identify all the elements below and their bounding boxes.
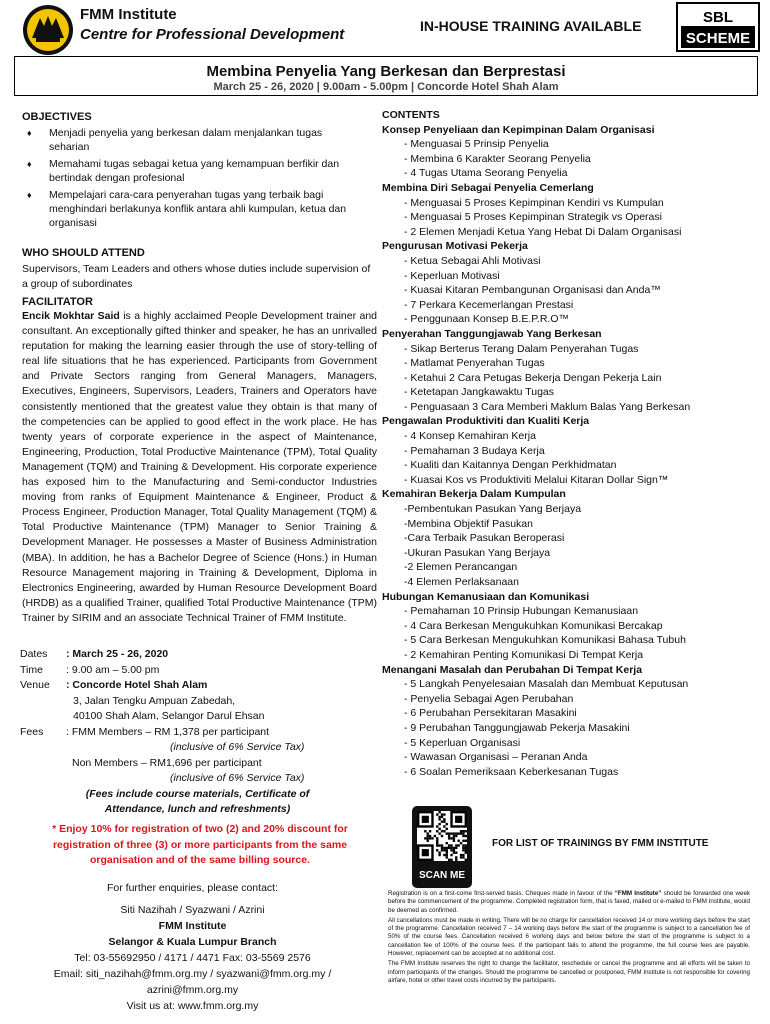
- contents-item: - Pemahaman 3 Budaya Kerja: [404, 444, 545, 457]
- contents-item: - 5 Langkah Penyelesaian Masalah dan Membuat Keputusan: [404, 678, 689, 691]
- dept-name: Centre for Professional Development: [80, 26, 345, 43]
- contents-item: - Matlamat Penyerahan Tugas: [404, 357, 545, 370]
- contents-item: - Ketua Sebagai Ahli Motivasi: [404, 254, 541, 267]
- contents-item: - Sikap Berterus Terang Dalam Penyerahan Tugas: [404, 342, 639, 355]
- objective-item: ♦ Mempelajari cara-cara penyerahan tugas yang terbaik bagi menghindari berlakunya konflik antara ahli kumpulan, ketua dan organisasi: [24, 188, 364, 230]
- contents-item: - 2 Elemen Menjadi Ketua Yang Hebat Di Dalam Organisasi: [404, 225, 682, 238]
- contents-section-title: Pengawalan Produktiviti dan Kualiti Kerja: [382, 415, 590, 428]
- contents-section-title: Penyerahan Tanggungjawab Yang Berkesan: [382, 327, 602, 340]
- contents-section: [382, 108, 762, 779]
- fees-label: Fees: [20, 725, 44, 738]
- fees-members-tax: (inclusive of 6% Service Tax): [170, 741, 305, 753]
- contents-item: - Pemahaman 10 Prinsip Hubungan Kemanusiaan: [404, 605, 639, 618]
- contents-item: - 7 Perkara Kecemerlangan Prestasi: [404, 298, 574, 311]
- sbl-scheme-badge: [676, 2, 760, 52]
- contact-names: Siti Nazihah / Syazwani / Azrini: [120, 904, 265, 916]
- inhouse-banner: IN-HOUSE TRAINING AVAILABLE: [420, 18, 642, 34]
- contents-item: - 4 Tugas Utama Seorang Penyelia: [404, 167, 568, 180]
- contents-section-title: Hubungan Kemanusiaan dan Komunikasi: [382, 590, 590, 603]
- facilitator-bio-text: is a highly acclaimed People Development trainer and consultant. An exceptionally gifted thinker and speaker, he has an unrivalled reputation for making the learning easier through the use of story-telling of real life situations that he has experienced. Participants from Government and Private Sectors ranging from General Managers, Managers, Executives, Engineers, Supervisors, Leaders, Trainers and Operators have consistently mentioned that the greatest value they obtain is that many of the competencies can be applied to good effect in the work place. He has twenty years of corporate experience in the aspect of Maintenance, Engineering, Production, Total Productive Maintenance (TPM), Total Quality Management (TQM) and Training & Development. His corporate experience has exposed him to the Manufacturing and Semi-conductor Industries moving from ranks of Equipment Maintenance & Engineer, Product & Process Engineer, Production Manager, Total Quality Management (TQM) & Total Productive Maintenance (TPM) Manager to Senior Training & Development Manager. He possesses a Master of Business Administration (MBA). In addition, he has a Bachelor Degree of Science (Hons.) in Human Resource Management majoring in Training & Development, Diploma in Electronics Engineering, awarded by Human Resource Development Board (HRDB) as a qualified Trainer, qualified Total Productive Maintenance (TPM) Trainer by SIRIM and an associate Technical Trainer of FMM Institute.: [22, 310, 377, 624]
- who-should-attend-text: Supervisors, Team Leaders and others whose duties include supervision of a group of subordinates: [22, 263, 371, 290]
- contents-item: - 6 Soalan Pemeriksaan Keberkesanan Tugas: [404, 765, 619, 778]
- who-should-attend-heading: WHO SHOULD ATTEND: [22, 247, 145, 259]
- org-name: FMM Institute: [80, 6, 177, 23]
- contact-email[interactable]: Email: siti_nazihah@fmm.org.my / syazwani@fmm.org.my /: [53, 968, 332, 980]
- qr-caption: FOR LIST OF TRAININGS BY FMM INSTITUTE: [492, 838, 709, 849]
- contents-item: - Kuasai Kitaran Pembangunan Organisasi dan Anda™: [404, 284, 661, 297]
- contents-item: -Pembentukan Pasukan Yang Berjaya: [404, 503, 582, 516]
- contents-item: - 4 Konsep Kemahiran Kerja: [404, 430, 536, 443]
- contact-intro: For further enquiries, please contact:: [106, 882, 278, 894]
- contents-section-title: Membina Diri Sebagai Penyelia Cemerlang: [382, 181, 594, 194]
- course-title-box: [14, 56, 758, 96]
- contents-item: - Menguasai 5 Prinsip Penyelia: [404, 138, 549, 151]
- venue-address-line: 40100 Shah Alam, Selangor Darul Ehsan: [73, 710, 265, 722]
- contact-branch: Selangor & Kuala Lumpur Branch: [108, 936, 277, 948]
- contents-item: -Membina Objektif Pasukan: [404, 517, 533, 530]
- terms-fineprint: [388, 890, 750, 987]
- contact-org: FMM Institute: [158, 920, 227, 932]
- contents-item: - Kuasai Kos vs Produktiviti Melalui Kitaran Dollar Sign™: [404, 473, 669, 486]
- badge-line2: SCHEME: [685, 30, 751, 47]
- contents-section-title: Menangani Masalah dan Perubahan Di Tempat Kerja: [382, 663, 643, 676]
- contents-section-title: Kemahiran Bekerja Dalam Kumpulan: [382, 488, 566, 501]
- contents-item: - Keperluan Motivasi: [404, 269, 500, 282]
- objective-item: ♦ Menjadi penyelia yang berkesan dalam menjalankan tugas seharian: [24, 126, 364, 154]
- contents-item: -Ukuran Pasukan Yang Berjaya: [404, 546, 551, 559]
- venue-address-line: 3, Jalan Tengku Ampuan Zabedah,: [73, 694, 236, 707]
- contents-item: - Ketetapan Jangkawaktu Tugas: [404, 386, 555, 399]
- badge-line1: SBL: [703, 9, 733, 26]
- dates-label: Dates: [20, 648, 48, 660]
- contents-item: -4 Elemen Perlaksanaan: [404, 576, 519, 588]
- facilitator-name: Encik Mokhtar Said: [22, 310, 120, 322]
- contents-heading: CONTENTS: [382, 109, 440, 121]
- facilitator-bio: [22, 309, 377, 626]
- contact-website[interactable]: Visit us at: www.fmm.org.my: [126, 1000, 259, 1012]
- contents-item: - Penggunaan Konsep B.E.P.R.O™: [404, 313, 569, 326]
- fees-non-members-tax: (inclusive of 6% Service Tax): [170, 772, 305, 784]
- dates-value: : March 25 - 26, 2020: [66, 648, 169, 660]
- terms-cancellation: All cancellations must be made in writing. There will be no charge for cancellation received 14 or more working days before the start of the programme. Cancellation received 7 – 14 working days before the start of the programme is subject to a cancellation fee of 50% of the course fees. Cancellation received 6 working days and below before the start of the programme is subject to a cancellation fee of 100% of the course fees. If the participant fails to attend the programme, the full course fees are payable. However, replacement can be accepted at no additional cost.: [388, 916, 750, 958]
- contents-body: [382, 123, 762, 780]
- course-subtitle: March 25 - 26, 2020 | 9.00am - 5.00pm | Concorde Hotel Shah Alam: [213, 81, 559, 93]
- contents-item: - Membina 6 Karakter Seorang Penyelia: [404, 152, 591, 165]
- contents-item: - 5 Cara Berkesan Mengukuhkan Komunikasi Bahasa Tubuh: [404, 634, 686, 647]
- contents-item: - Menguasai 5 Proses Kepimpinan Kendiri vs Kumpulan: [404, 196, 664, 209]
- contents-item: -2 Elemen Perancangan: [404, 561, 518, 574]
- fees-members: : FMM Members – RM 1,378 per participant: [66, 725, 270, 738]
- objective-item: ♦ Memahami tugas sebagai ketua yang kemampuan berfikir dan bertindak dengan profesional: [24, 157, 364, 185]
- time-label: Time: [20, 663, 43, 676]
- contents-item: - Kualiti dan Kaitannya Dengan Perkhidmatan: [404, 459, 617, 472]
- contents-item: - 6 Perubahan Persekitaran Masakini: [404, 707, 577, 720]
- fees-note: (Fees include course materials, Certificate of Attendance, lunch and refreshments): [85, 787, 310, 815]
- contents-item: - 4 Cara Berkesan Mengukuhkan Komunikasi Bercakap: [404, 619, 663, 632]
- time-value: : 9.00 am – 5.00 pm: [66, 663, 160, 676]
- venue-value: : Concorde Hotel Shah Alam: [66, 679, 208, 691]
- terms-registration: Registration is on a first-come first-served basis. Cheques made in favour of the “FMM Institute” should be forwarded one week before the commencement of the programme. Completed registration form, that is faxed, mailed or e-mailed to FMM Institute, would be deemed as confirmed.: [388, 890, 750, 914]
- terms-changes: The FMM Institute reserves the right to change the facilitator, reschedule or cancel the programme and all efforts will be taken to inform participants of the changes. Should the programme be cancelled or postponed, FMM Institute is not responsible for covering airfare, hotel or other travel costs incurred by the participants.: [388, 960, 750, 984]
- discount-promo: * Enjoy 10% for registration of two (2) and 20% discount for registration of three (3) or more participants from the same organisation and of the same billing source.: [52, 823, 348, 866]
- contents-item: - Wawasan Organisasi – Peranan Anda: [404, 751, 588, 764]
- contact-email[interactable]: azrini@fmm.org.my: [146, 984, 239, 996]
- objectives-heading: OBJECTIVES: [22, 111, 92, 123]
- contents-item: - Penyelia Sebagai Agen Perubahan: [404, 692, 574, 705]
- fmm-logo-icon: [22, 4, 74, 56]
- fees-non-members: Non Members – RM1,696 per participant: [72, 756, 262, 769]
- facilitator-heading: FACILITATOR: [22, 296, 93, 308]
- contents-section-title: Pengurusan Motivasi Pekerja: [382, 240, 528, 253]
- contents-item: - Menguasai 5 Proses Kepimpinan Strategik vs Operasi: [404, 211, 662, 224]
- contents-item: - 5 Keperluan Organisasi: [404, 736, 521, 749]
- contents-section-title: Konsep Penyeliaan dan Kepimpinan Dalam Organisasi: [382, 123, 655, 136]
- course-details: [20, 647, 365, 818]
- contents-item: - Ketahui 2 Cara Petugas Bekerja Dengan Pekerja Lain: [404, 371, 662, 384]
- qr-scan-label: SCAN ME: [418, 870, 466, 881]
- contact-block: [20, 880, 365, 1014]
- contents-item: - Penguasaan 3 Cara Memberi Maklum Balas Yang Berkesan: [404, 400, 691, 413]
- contents-item: - 2 Kemahiran Penting Komunikasi Di Tempat Kerja: [404, 648, 644, 661]
- course-title: Membina Penyelia Yang Berkesan dan Berprestasi: [206, 63, 566, 80]
- contact-tel: Tel: 03-55692950 / 4171 / 4471 Fax: 03-5569 2576: [74, 952, 311, 964]
- contents-item: - 9 Perubahan Tanggungjawab Pekerja Masakini: [404, 721, 630, 734]
- qr-code-icon[interactable]: [412, 806, 472, 888]
- venue-label: Venue: [20, 679, 50, 691]
- objectives-list: [24, 126, 364, 233]
- contents-item: -Cara Terbaik Pasukan Beroperasi: [404, 532, 565, 545]
